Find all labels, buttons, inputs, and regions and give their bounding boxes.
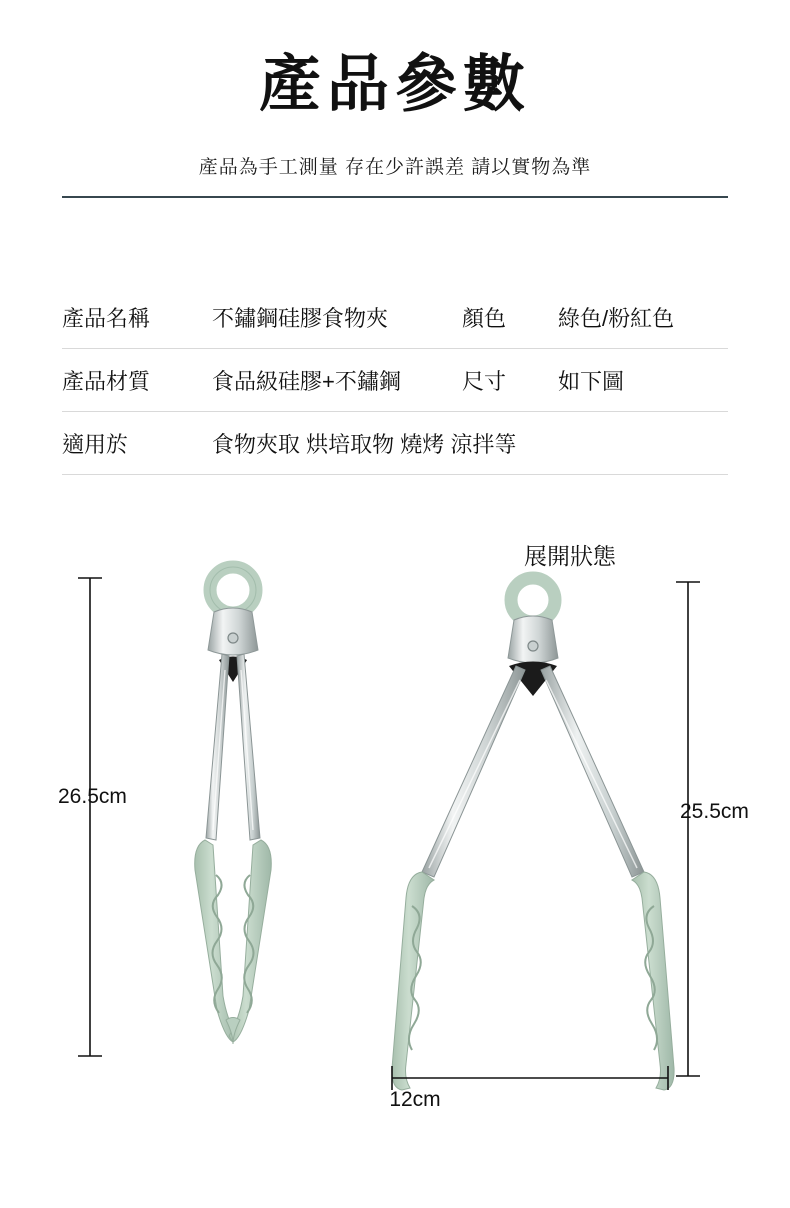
spec-label-usage: 適用於 [62,431,129,457]
table-row [62,349,728,412]
dimension-line-open-length [676,582,700,1076]
table-row [62,286,728,349]
spec-value-product-name: 不鏽鋼硅膠食物夾 [212,305,389,331]
diagram-caption: 展開狀態 [524,543,616,569]
header-divider [62,196,728,198]
spec-table [62,286,728,475]
dimension-label-open-length: 25.5cm [680,800,749,823]
dimension-label-closed-length: 26.5cm [58,785,127,808]
tongs-illustration [0,520,790,1180]
dimension-label-open-width [0,1088,790,1112]
page-title: 產品參數 [258,50,531,119]
dimension-label-open-width-text: 12cm [389,1088,441,1111]
tongs-open [392,578,674,1090]
product-diagram [0,520,790,1180]
spec-value-color: 綠色/粉紅色 [558,305,675,331]
page-subtitle: 產品為手工測量 存在少許誤差 請以實物為準 [198,157,592,178]
dimension-line-open-width [392,1066,668,1090]
spec-value-usage: 食物夾取 烘培取物 燒烤 涼拌等 [212,431,517,457]
spec-value-material: 食品級硅膠+不鏽鋼 [212,368,401,394]
spec-label-material: 產品材質 [62,368,151,394]
spec-value-size: 如下圖 [558,368,625,394]
dimension-line-closed-length [78,578,102,1056]
tongs-closed [195,567,272,1044]
spec-label-product-name: 產品名稱 [62,305,151,331]
table-row [62,412,728,475]
spec-label-size: 尺寸 [462,368,507,394]
spec-label-color: 顏色 [462,305,507,331]
